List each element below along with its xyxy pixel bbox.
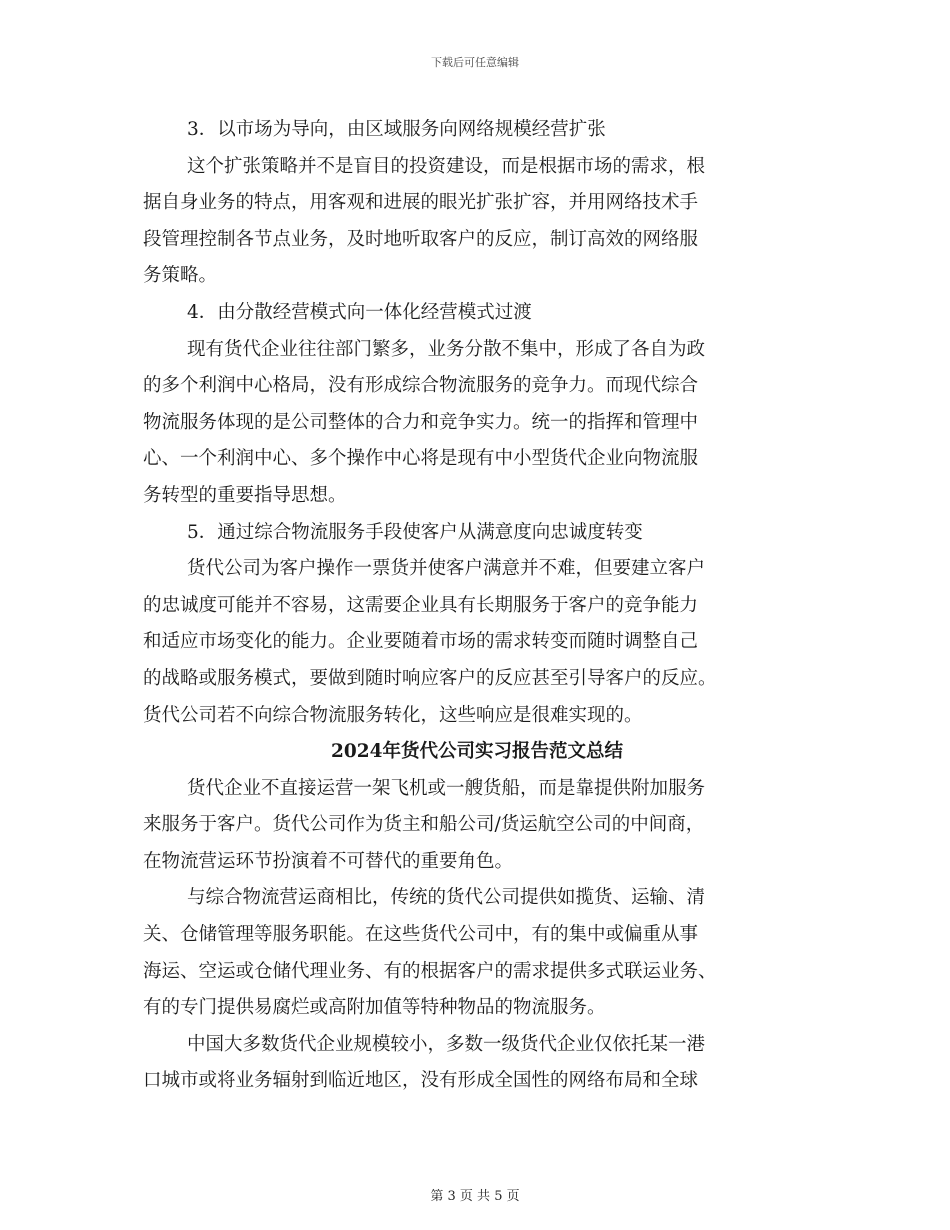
paragraph-line: 与综合物流营运商相比，传统的货代公司提供如揽货、运输、清: [187, 887, 706, 909]
paragraph-line: 来服务于客户。货代公司作为货主和船公司/货运航空公司的中间商，: [143, 814, 705, 836]
document-title: 2024年货代公司实习报告范文总结: [331, 741, 623, 763]
paragraph-line: 有的专门提供易腐烂或高附加值等特种物品的物流服务。: [143, 997, 606, 1019]
paragraph-line: 货代企业不直接运营一架飞机或一艘货船，而是靠提供附加服务: [187, 777, 706, 799]
paragraph-line: 的忠诚度可能并不容易，这需要企业具有长期服务于客户的竞争能力: [143, 594, 699, 616]
paragraph-line: 中国大多数货代企业规模较小，多数一级货代企业仅依托某一港: [187, 1033, 706, 1055]
paragraph-line: 在物流营运环节扮演着不可替代的重要角色。: [143, 850, 514, 872]
page-footer: 第 3 页 共 5 页: [430, 1189, 520, 1204]
section-heading-5: 5．通过综合物流服务手段使客户从满意度向忠诚度转变: [187, 521, 643, 543]
paragraph-line: 的多个利润中心格局，没有形成综合物流服务的竞争力。而现代综合: [143, 375, 699, 397]
paragraph-line: 关、仓储管理等服务职能。在这些货代公司中，有的集中或偏重从事: [143, 924, 699, 946]
paragraph-line: 和适应市场变化的能力。企业要随着市场的需求转变而随时调整自己: [143, 631, 699, 653]
paragraph-line: 货代公司若不向综合物流服务转化，这些响应是很难实现的。: [143, 704, 643, 726]
section-heading-3: 3．以市场为导向，由区域服务向网络规模经营扩张: [187, 119, 606, 140]
paragraph-line: 的战略或服务模式，要做到随时响应客户的反应甚至引导客户的反应。: [143, 667, 717, 689]
paragraph-line: 海运、空运或仓储代理业务、有的根据客户的需求提供多式联运业务、: [143, 960, 717, 982]
paragraph-line: 物流服务体现的是公司整体的合力和竞争实力。统一的指挥和管理中: [143, 411, 699, 433]
paragraph-line: 货代公司为客户操作一票货并使客户满意并不难，但要建立客户: [187, 558, 706, 580]
paragraph-line: 现有货代企业往往部门繁多，业务分散不集中，形成了各自为政: [187, 338, 706, 360]
paragraph-line: 这个扩张策略并不是盲目的投资建设，而是根据市场的需求，根: [187, 155, 706, 177]
section-heading-4: 4．由分散经营模式向一体化经营模式过渡: [187, 301, 532, 323]
page-header: 下载后可任意编辑: [431, 56, 519, 69]
paragraph-line: 务策略。: [143, 265, 218, 287]
paragraph-line: 口城市或将业务辐射到临近地区，没有形成全国性的网络布局和全球: [143, 1070, 699, 1092]
paragraph-line: 务转型的重要指导思想。: [143, 484, 347, 506]
paragraph-line: 段管理控制各节点业务，及时地听取客户的反应，制订高效的网络服: [143, 228, 699, 250]
paragraph-line: 心、一个利润中心、多个操作中心将是现有中小型货代企业向物流服: [143, 448, 699, 470]
paragraph-line: 据自身业务的特点，用客观和进展的眼光扩张扩容，并用网络技术手: [143, 192, 699, 214]
document-body: [143, 112, 811, 1100]
